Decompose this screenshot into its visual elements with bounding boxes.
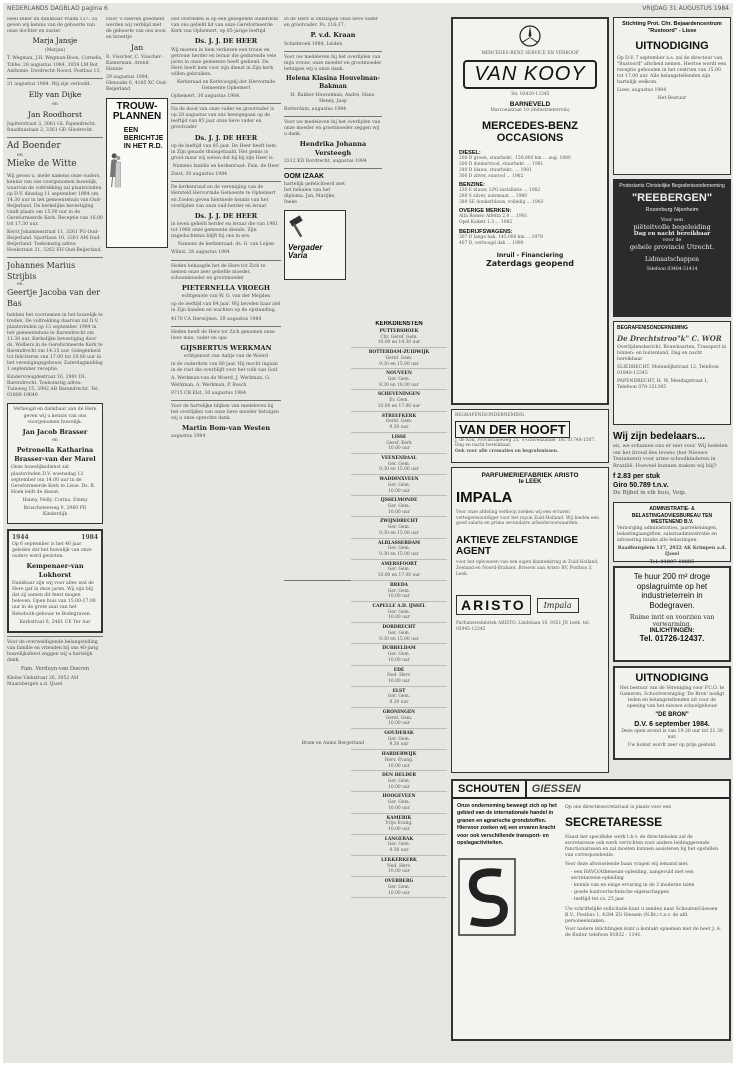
occasion-item: 280 S zilver, automaat ... 1980 — [459, 193, 527, 199]
church-time: 10.00 uur — [388, 805, 410, 811]
church-name: AMERSFOORT — [380, 561, 418, 567]
church-time: 9.30 uur — [389, 425, 409, 431]
column-3 — [171, 17, 281, 1057]
church-name: VEENENDAAL — [381, 455, 417, 461]
church-sub: Vrije Evang. — [385, 821, 413, 827]
church-time: 10.00 uur — [388, 488, 410, 494]
church-time: 9.30 en 15.00 uur — [379, 467, 419, 473]
church-name: EDE — [393, 667, 405, 673]
church-sub: Ger. Gem. — [387, 482, 411, 488]
de-bron-invitation: UITNODIGING Het bestuur van de Vereniging voor P.C.O. te Gameren, Schoolvereniging 'De Bron' nodigt leden en belangstellenden uit voor de opening van het nieuwe schoolgebouw "DE BRON" D.V. 6 september 1984. Deze open avond is van 19.30 uur tot 21.30 uur. Uw komst wordt zeer op prijs gesteld. — [613, 666, 731, 760]
church-entry — [351, 350, 447, 369]
thanks-notice-2: Voor de hartelijke blijken van medeleven bij het overlijden van onze lieve moeder betuigen wij u onze oprechte dank. Martin Bom-van Westen augustus 1984 — [171, 403, 279, 440]
church-time: 10.00 uur — [388, 784, 410, 790]
column-2 — [106, 17, 168, 287]
occasion-item: 307 D lange bak, 145.000 km ... 1979 — [459, 234, 543, 240]
church-sub: Ned. Herv. — [387, 673, 411, 679]
church-time: 9.30 en 18.00 uur — [379, 382, 419, 388]
church-entry — [351, 329, 447, 348]
occasion-item: Opel Kadett 1.3 ... 1982 — [459, 220, 513, 226]
church-time: 9.30 en 15.00 uur — [379, 361, 419, 367]
engagement-notice: 31 augustus 1984. Wij zijn verloofd. Elly van Dijke en Jan Roodhorst Jupiterstraat 3, 3061 GL Papendrecht. Raadhuislaan 2, 3361 GD Sliedrecht. — [7, 81, 97, 133]
occasion-item: 380 SE donkerblauw, volledig ... 1983 — [459, 199, 544, 205]
church-name: CAPELLE A.D. IJSSEL — [372, 604, 426, 610]
church-name: ROTTERDAM-ZUIDWIJK — [368, 350, 430, 356]
church-sub: Ger. Gem. — [387, 630, 411, 636]
church-time: 10.00 uur — [388, 657, 410, 663]
wedding-announcement-2: Johannes Marius Strijbis en Geertje Jacoba van der Bas hebben het voornemen in het huwelijk te treden. De voltrekking daarvan zal D.V. plaatsvinden op 13 september 1984 in het gemeentehuis te Barendrecht om 11.30 uur. Kerkelijke bevestiging door ds. Wolbers in de Gereformeerde Kerk te Barendrecht om 14.15 uur. Gelegenheid tot feliciteren van 17.00 tot 19.00 uur in het verenigingsgebouw. Zaterdagmiddag 1 september receptie. Kindervreugdestraat 16, 2991 DL Barendrecht. Toekomstig adres: Tuinweg 15, 2992 AB Barendrecht. Tel. 01806-19640 — [7, 261, 103, 399]
obituary-5: Heden heeft de Here tot Zich genomen onze lieve man, vader en opa GIJSBERTUS WERKMAN echtgenoot van Aaltje van de Woerd in de ouderdom van 80 jaar. Hij mocht ingaan in de rust die overblijft voor het volk van God. A. Werkman-van de Woerd, J. Werkman, G. Werkman, A. Werkman, P. Bosch 9715 CB Elst, 30 augustus 1984 — [171, 329, 279, 396]
church-name: BREDA — [390, 582, 408, 588]
church-name: LANGERAK — [384, 836, 414, 842]
church-name: LEKKERKERK — [381, 857, 417, 863]
church-name: GOUDERAK — [384, 730, 414, 736]
giessen-logo: GIESSEN — [531, 783, 581, 795]
church-time: 9.30 en 15.00 uur — [379, 530, 419, 536]
header-right: VRIJDAG 31 AUGUSTUS 1984 — [642, 5, 729, 12]
occasion-item: 230 E blauw, LPG-installatie ... 1982 — [459, 188, 541, 194]
church-name: DORDRECHT — [382, 625, 416, 631]
church-sub: Ger. Gem. — [387, 694, 411, 700]
church-time: 9.30 uur — [389, 742, 409, 748]
obituary-8: Voor uw medeleven bij het overlijden van onze moeder en grootmoeder zeggen wij u dank. Hendrika Johanna Versteegh 3312 KD Dordrecht, augustus 1984 — [284, 119, 381, 165]
impala-logo: Impala — [537, 598, 579, 613]
church-entry — [351, 710, 447, 729]
church-time: 10.00 uur — [388, 827, 410, 833]
mercedes-star-icon — [519, 25, 541, 47]
church-time: 10.00 uur — [388, 615, 410, 621]
obituary-1: Het overleden is op een gezegende ouderdom van ons geliefd lid van onze Gereformeerde Kerk van Ophemert, op 85-jarige leeftijd Ds. J. J. DE HEER Wij moeten in hem verliezen een trouw en getrouw herder en leraar die gedurende vele jaren in onze gemeente heeft gediend. De Here heeft hem voor zijn dienst in Zijn kerk willen gebruiken. Kerkeraad en Kerkvoogdij der Hervormde Gemeente Ophemert Ophemert, 30 augustus 1984. — [171, 17, 279, 100]
church-sub: Ger. Gem. — [387, 503, 411, 509]
church-entry — [351, 435, 447, 454]
church-entry — [351, 456, 447, 475]
requirement-item: - kennis van en enige ervaring in de 3 moderne talen — [571, 883, 695, 889]
church-name: HOOGEVEEN — [382, 794, 416, 800]
obituary-4: Heden behaagde het de Here tot Zich te nemen onze zeer geliefde moeder, schoonmoeder en grootmoeder PIETERNELLA VROEGH echtgenote van W. G. van der Meijden op de leeftijd van 84 jaar. Wij bevelen haar ziel in Zijn handen en wachten op de opstanding. 4170 CA Herwijnen, 29 augustus 1984 — [171, 263, 281, 322]
church-entry — [351, 625, 447, 644]
church-entry — [351, 519, 447, 538]
requirement-item: - leeftijd tot ca. 25 jaar — [571, 897, 625, 903]
church-time: 10.00 en 17.00 uur — [377, 573, 421, 579]
church-sub: Ger. Gem. — [387, 736, 411, 742]
trouwplannen-ad: TROUW- PLANNEN EEN BERICHTJE IN HET R.D. — [106, 98, 168, 248]
church-time: 9.30 en 15.00 uur — [379, 552, 419, 557]
church-services: KERKDIENSTEN PUTTERSHOEK Chr. Geref. Gem. 10.00 en 14.30 uur ROTTERDAM-ZUIDWIJK Geref. Gem. 9.30 en 15.00 uur NOUVEEN Ger. Gem. 9.30 en 18.00 uur SCHEVENINGEN Ev. Gem. 10.00 en 17.00 uur STREEFKERK Geref. Gem. 9.30 uur LISSE Geref. Kerk 10.00 uur VEENENDAAL Ger. Gem. 9.30 en 15.00 uur WADDINXVEEN Ger. Gem. 10.00 uur IJSSELMONDE Ger. Gem. 10.00 uur ZWIJNDRECHT Ger. Gem. 9.30 en 15.00 uur ALBLASSERDAM Ger. Gem. 9.30 en 15.00 uur AMERSFOORT Ger. Gem. 10.00 en 17.00 uur BREDA Ger. Gem. 10.00 uur CAPELLE A.D. IJSSEL Ger. Gem. 10.00 uur DORDRECHT Ger. Gem. 9.30 en 15.00 uur DUBBELDAM Ger. Gem. 10.00 uur EDE Ned. Herv. 10.00 uur ELST Ger. Gem. 9.30 uur GRONINGEN Geref. Gem. 10.00 uur GOUDERAK Ger. Gem. 9.30 uur HARDERWIJK Herv. Evang. 10.00 uur DEN HELDER Ger. Gem. 10.00 uur HOOGEVEEN Ger. Gem. 10.00 uur KAMERIK Vrije Evang. 10.00 uur LANGERAK Ger. Gem. 9.30 uur LEKKERKERK Ned. Herv. 10.00 uur OVERBERG Ger. Gem. 10.00 uur — [351, 321, 447, 1041]
church-time: 9.30 uur — [389, 848, 409, 854]
church-sub: Ger. Gem. — [387, 567, 411, 573]
church-sub: Ger. Gem. — [387, 884, 411, 890]
schouten-logo: SCHOUTEN — [453, 781, 527, 797]
church-name: ELST — [392, 688, 406, 694]
church-sub: Geref. Gem. — [385, 715, 413, 721]
church-sub: Geref. Kerk — [386, 440, 412, 446]
church-sub: Ger. Gem. — [387, 461, 411, 467]
church-time: 10.00 uur — [388, 869, 410, 875]
church-entry — [351, 414, 447, 433]
church-name: NOUVEEN — [386, 371, 412, 377]
church-entry — [351, 541, 447, 560]
requirement-item: - goede kantoortechnische eigenschappen — [571, 890, 670, 896]
church-sub: Ger. Gem. — [387, 546, 411, 552]
aristo-ad: PARFUMERIEFABRIEK ARISTO te LEEK IMPALA Voor onze afdeling verkoop zoeken wij een ervaren vertegenwoordiger voor het rayon Zuid-Holland. Wij bieden een goed salaris en prima secundaire arbeidsvoorwaarden. AKTIEVE ZELFSTANDIGE AGENT voor het opbouwen van een eigen klantenkring in Zuid-Holland, Zeeland en Noord-Brabant. Brieven aan Aristo BV, Postbus 3, Leek. ARISTO Impala Parfumeriefabriek ARISTO, Lindelaan 10, 9351 JD Leek, tel. 05945-12345 — [451, 467, 609, 773]
storage-rent-ad: Te huur 200 m² droge opslagruimte op het industrieterrein in Bodegraven. Ruime inrit en voorzien van verwarming. INLICHTINGEN: Tel. 01726-12437. — [613, 566, 731, 662]
obituary-7: Voor uw medeleven bij het overlijden van mijn vrouw, onze moeder en grootmoeder betuigen wij u onze dank. Helena Klasina Houvelman-Bakman H. Bakker-Houvelman, Andre, Hans, Henny, Jaap Rotterdam, augustus 1984 — [284, 54, 382, 112]
bottom-notice-col4: Bram en Annie Bergerland — [301, 740, 365, 746]
church-entry — [351, 858, 447, 877]
church-name: ALBLASSERDAM — [377, 540, 420, 546]
church-sub: Ger. Gem. — [387, 800, 411, 806]
church-name: IJSSELMONDE — [380, 498, 418, 504]
occasion-item: 300 D zilver, sunroof ... 1982 — [459, 173, 524, 179]
church-time: 9.30 uur — [389, 700, 409, 706]
church-time: 10.00 uur — [388, 763, 410, 769]
birth-notice-1: Heel zeker en dankbaar Psalm 127: 3a geven wij kennis van de geboorte van onze dochter en zuster Marja Jansje (Marjan) T. Wegman, J.H. Wegman-Boon, Cornelis, Tibbe. 28 augustus 1984, 3059 LM Bot Anthonie, Dordrecht-Noord, Postbus 13. — [7, 17, 103, 74]
church-name: DUBBELDAM — [382, 646, 416, 652]
church-entry — [351, 794, 447, 813]
schouten-giessen-ad: SCHOUTEN GIESSEN Onze onderneming beweegt zich op het gebied van de internationale handel in granen en agrarische grondstoffen. Hiervoor zoeken wij een ervaren kracht voor ook verschillende transport- en opslagactiviteiten. Op ons directiesecretariaat is plaats voor een SECRETARESSE Naast het specifieke werk t.b.v. de directieleden zal de secretaresse ook werk verrichten voor andere leidinggevende functionarissen en zal moeten kunnen assisteren bij het opstellen van correspondentie. Voor deze afwisselende baan vragen wij iemand met: - een HAVO/Atheneum-opleiding, aangevuld met een secretaresse-opleiding - kennis van en enige ervaring in de 3 moderne talen - goede kantoortechnische eigenschappen - leeftijd tot ca. 25 jaar Uw schriftelijke sollicitatie kunt u zenden naar Schouten/Giessen B.V., Postbus 1, 4284 ZG Giessen (N.Br.) t.a.v. de afd. personeelszaken. Voor nadere inlichtingen kunt u kontakt opnemen met de heer J. A. de Ruiter, telefoon 01832 - 1141. — [451, 779, 731, 1041]
occasion-item: 200 D donkerrood, stuurbekr. ... 1981 — [459, 162, 544, 168]
church-entry — [351, 837, 447, 856]
church-entry — [351, 498, 447, 517]
church-name: KAMERIK — [386, 815, 412, 821]
oom-izaak-notice: OOM IZAAK hartelijk gefeliciteerd met het behalen van het diploma. Jan, Marijke, Ineke — [284, 173, 345, 205]
church-entry — [351, 392, 447, 411]
church-name: SCHEVENINGEN — [377, 392, 421, 398]
drechtstroo-ad: BEGRAFENISONDERNEMING De Drechtstroo"k" C. WOR Overlijdensbericht, Rouwkaarten, Transport in binnen- en buitenland, Dag en nacht bereikbaar SLIEDRECHT, Molendijkstraat 12, Telefoon 01840-12345 PAPENDRECHT, H. W. Mesdagstraat 1, Telefoon 078-151345 — [613, 321, 731, 425]
mercedes-ad: MERCEDES-BENZ SERVICE EN VERKOOP VAN KOOY Tel. 03420-12345 BARNEVELD Marconistraat 10 (Industrieterrein) MERCEDES-BENZ OCCASIONS DIESEL: 200 D groen, stuurbekr., 150.000 km ... aug. 1980 200 D donkerrood, stuurbekr. ... 1981 240 D blauw, stuurbekr., ... 1981 300 D zilver, sunroof ... 1982 BENZINE: 230 E blauw, LPG-installatie ... 1982 280 S zilver, automaat ... 1980 380 SE donkerblauw, volledig ... 1983 OVERIGE MERKEN: Alfa Romeo Alfetta 2.0 ... 1981 Opel Kadett 1.3 ... 1982 BEDRIJFSWAGENS: 307 D lange bak, 145.000 km ... 1979 407 D, verhoogd dak ... 1980 Inruil - Financiering Zaterdags geopend — [451, 17, 609, 405]
church-sub: Ger. Gem. — [387, 525, 411, 531]
column-1 — [7, 17, 103, 1057]
church-entry — [351, 752, 447, 771]
thanks-notice: Voor de overweldigende belangstelling van familie en vrienden bij ons 40-jarig huwelijksfeest zeggen wij u hartelijk dank. Fam. Verduyn-van Doeren Kleine Vinkstraat 26, 3952 AH Maarsbergen a.d. IJssel — [7, 639, 99, 687]
occasion-section-heading: BEDRIJFSWAGENS: — [459, 228, 513, 235]
church-entry — [351, 668, 447, 687]
church-sub: Ger. Gem. — [387, 842, 411, 848]
church-name: GRONINGEN — [382, 709, 416, 715]
church-name: HARDERWIJK — [381, 752, 417, 758]
church-name: PUTTERSHOEK — [379, 329, 419, 334]
church-sub: Herv. Evang. — [384, 757, 414, 763]
church-name: DEN HELDER — [381, 773, 417, 779]
church-entry — [351, 371, 447, 390]
church-sub: Ger. Gem. — [387, 652, 411, 658]
gavel-icon — [288, 214, 308, 240]
occasion-item: 407 D, verhoogd dak ... 1980 — [459, 240, 524, 246]
wedding-couple-illustration — [110, 127, 121, 213]
church-sub: Ger. Gem. — [387, 609, 411, 615]
church-sub: Ned. Herv. — [387, 863, 411, 869]
obituary-2: Na de dood van onze vader en grootvader is op 28 augustus van ons heengegaan op de leeftijd van 85 jaar onze lieve vader en grootvader Ds. J. J. DE HEER op de leeftijd van 85 jaar. De Heer heeft hem in Zijn genade thuisgehaald. Het gemis is groot maar wij weten dat hij bij zijn Heer is. Namens familie en kerkenraad: Fam. de Heer Zeist, 30 augustus 1984 — [171, 107, 280, 178]
church-entry — [351, 731, 447, 750]
header-left: NEDERLANDS DAGBLAD pagina 6 — [7, 5, 108, 12]
church-entry — [351, 879, 447, 898]
church-name: ZWIJNDRECHT — [380, 519, 418, 525]
wedding-announcement-1: Ad Boender en Mieke de Witte Wij geven u, mede namens onze ouders, kennis van ons voorgenomen huwelijk, waarvan de voltrekking zal plaatsvinden op D.V. dinsdag 11 september 1984 om 14.30 uur in het gemeentehuis van Oud-Beijerland. De kerkelijke bevestiging vindt plaats om 15.00 uur in de Gereformeerde Kerk. Receptie van 16.00 tot 17.30 uur. Kerst Johannesstraat 11, 3261 PG Oud-Beijerland. Sportlaan 16, 3261 AM Oud-Beijerland. Toekomstig adres: Hoekstraat 21, 3262 EH Oud-Beijerland. — [7, 140, 103, 254]
church-name: OVERBERG — [384, 879, 414, 885]
rustoord-invitation: Stichting Prot. Chr. Bejaardencentrum "Rustoord" - Lisse UITNODIGING Op D.V. 7 september a.s. zal de directeur van "Rustoord" afscheid nemen. Hiertoe wordt een receptie gehouden in het centrum van 15.00 tot 17.00 uur. Alle belangstellenden zijn hartelijk welkom. Lisse, augustus 1984 Het Bestuur — [613, 17, 731, 175]
church-time: 10.00 en 14.30 uur — [377, 340, 421, 346]
newspaper-page — [3, 3, 733, 1063]
church-entry — [351, 583, 447, 602]
church-name: STREEFKERK — [381, 413, 417, 419]
church-name: LISSE — [391, 434, 407, 440]
occasion-section-heading: BENZINE: — [459, 182, 485, 189]
occasion-section-heading: OVERIGE MERKEN: — [459, 208, 512, 215]
bedelaars-ad: Wij zijn bedelaars... en, we schamen ons er niet voor. Wij bedelen om het brood des levens (het Nieuwe Testament) voor arme schoolkinderen in Brazilië. Hoeveel kunnen maken wij blij? f 2.83 per stuk Giro 50.789 t.n.v. De Bijbel in elk huis, Veip. — [613, 431, 728, 497]
wedding-box: Verheugd en dankbaar aan de Here geven wij u kennis van ons voorgenomen huwelijk. Jan Jacob Brasser en Petronella Katharina Brasser-van der Marel Onze huwelijksdienst zal plaatsvinden D.V. woensdag 12 september om 14.00 uur in de Gereformeerde Kerk te Lisse. Ds. B. Hoek leidt de dienst. Hanny, Nelly, Corina, Emmy Bruschsteeweg 9, 2960 PD Kinderdijk — [7, 403, 103, 523]
church-sub: Ev. Gem. — [389, 398, 409, 404]
church-time: 9.30 en 15.00 uur — [379, 636, 419, 642]
church-sub: Geref. Gem. — [385, 355, 413, 361]
requirement-item: - een HAVO/Atheneum-opleiding, aangevuld met een secretaresse-opleiding — [571, 870, 694, 882]
admin-bureau-ad: ADMINISTRATIE- & BELASTINGADVIESBUREAU TEN WESTENEND B.V. Verzorging administraties, jaarrekeningen, belastingaangiften, salarisadministratie en advisering inzake alle belastingen. Raadhuisplein 117, 2922 AK Krimpen a.d. IJssel Tel. 01807-10885 — [613, 502, 731, 562]
aristo-logo: ARISTO — [456, 595, 531, 615]
right-column — [613, 17, 731, 797]
church-entry — [351, 689, 447, 708]
church-entry — [351, 562, 447, 581]
vergader-varia-ad: Vergader Varia — [284, 210, 346, 280]
church-sub: Ger. Gem. — [387, 588, 411, 594]
church-sub: Chr. Geref. Gem. — [380, 334, 418, 340]
church-sub: Ger. Gem. — [387, 377, 411, 383]
church-time: 10.00 uur — [388, 594, 410, 600]
schouten-emblem-icon — [457, 857, 517, 937]
church-entry — [351, 477, 447, 496]
church-entry — [351, 816, 447, 835]
church-entry — [351, 773, 447, 792]
church-name: WADDINXVEEN — [379, 477, 419, 483]
anniversary-box: 1944 1984 Op 6 september is het 40 jaar geleden dat het huwelijk van onze ouders werd gesloten. Kempenaer-van Lokhorst Dankbaar zijn wij voor alles wat de Here gaf in deze jaren. Wij zijn blij dat zij samen dit feest mogen beleven. Open huis van 15.00-17.00 uur in de grote zaal van het Rehoboth-gebouw te Bodegraven. Kerkstraat 6, 2461 CE Ter Aar — [7, 529, 103, 633]
church-time: 10.00 uur — [388, 509, 410, 515]
church-sub: Ger. Gem. — [387, 779, 411, 784]
occasion-item: 240 D blauw, stuurbekr., ... 1981 — [459, 167, 532, 173]
hooft-ad: BEGRAFENISONDERNEMING VAN DER HOOFT J. de Kok, Provincialeweg 25, 's-Gravenzande. Tel. 01748-1507. Dag en nacht bereikbaar. Ook voor alle crematies en begrafenissen. — [451, 409, 609, 463]
church-sub: Geref. Gem. — [385, 419, 413, 425]
occasion-item: Alfa Romeo Alfetta 2.0 ... 1981 — [459, 214, 528, 220]
obituary-6: In de Here is ontslapen onze lieve vader en grootvader. Ps. 116:17. P. v.d. Kraan Schiebroek 1984, Leiden — [284, 17, 378, 47]
church-time: 10.00 uur — [388, 721, 410, 727]
reebergen-ad: Protestants Christelijke Begrafenisonderneming "REEBERGEN" Rozenburg Nijenheim Voor een piëteitvolle begeleiding Dag en nacht bereikbaar voor de gehele provincie Utrecht. Lidmaatschappen Telefoon 03404-51414 — [613, 179, 731, 317]
church-time: 10.00 uur — [388, 446, 410, 452]
church-time: 10.00 uur — [388, 678, 410, 684]
church-time: 10.00 uur — [388, 890, 410, 896]
church-time: 10.00 en 17.00 uur — [377, 403, 421, 409]
church-entry — [351, 604, 447, 623]
obituary-3: De kerkenraad en de vereniging van de Hersteld Hervormde Gemeente te Ophemert en Zoelen geven hiermede kennis van het overlijden van onze oud-herder en leraar Ds. J. J. DE HEER in leven geliefd herder en leraar die van 1961 tot 1980 onze gemeente diende. Zijn nagedachtenis blijft bij ons in ere. Namens de kerkenraad: ds. G. van Leijen Wilnis, 28 augustus 1984 — [171, 185, 279, 256]
occasion-item: 200 D groen, stuurbekr., 150.000 km ... aug. 1980 — [459, 156, 571, 162]
birth-notice-2: Door 's Heeren goedheid werden wij verblijd met de geboorte van ons zoon en broertje Jan R. Visscher, C. Visscher-Kamerman, Arend, Hannie 29 augustus 1984, Glenoaks 6, 4185 XC Oud-Beijerland — [106, 17, 168, 93]
page-header — [7, 5, 729, 15]
church-entry — [351, 646, 447, 665]
occasion-section-heading: DIESEL: — [459, 150, 481, 157]
